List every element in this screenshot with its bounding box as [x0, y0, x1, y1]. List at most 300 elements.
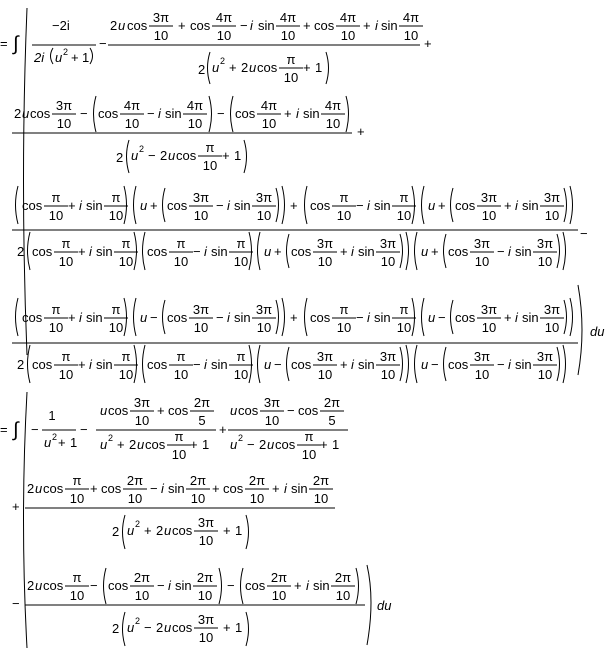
denominator-ten: 10 [249, 491, 265, 506]
numerator-two-pi: 2π [133, 570, 151, 585]
left-paren [241, 568, 244, 604]
right-paren [209, 96, 212, 132]
numerator-pi: π [61, 349, 71, 364]
sym-plus: + [90, 481, 98, 496]
sym-plus: + [219, 422, 227, 437]
numerator-pi: π [236, 349, 246, 364]
sym-plus: + [157, 403, 165, 418]
sym-u-plus-1: u [55, 50, 63, 65]
sym-minus: − [90, 578, 98, 593]
sym-sin: sin [291, 481, 308, 496]
sym-minus: − [12, 596, 20, 611]
numerator-four-pi: 4π [215, 10, 233, 25]
sym-cos: cos [32, 357, 53, 372]
sym-sin: sin [522, 310, 539, 325]
sym-cos: cos [172, 523, 193, 538]
right-paren [90, 48, 93, 64]
denominator-ten: 10 [134, 413, 150, 428]
denominator-ten: 10 [124, 116, 140, 131]
sym-two: 2 [27, 481, 35, 496]
sym-i: i [161, 481, 164, 496]
sym-plus: + [150, 198, 158, 213]
numerator-three-pi: 3π [152, 10, 170, 25]
sym-plus: + [320, 437, 328, 452]
sym-u: u [428, 310, 436, 325]
sym-minus: − [580, 226, 588, 241]
right-paren [244, 140, 247, 173]
sym-minus: − [216, 310, 224, 325]
sym-minus: − [431, 357, 439, 372]
sym-cos: cos [235, 106, 256, 121]
sym-sin: sin [358, 357, 375, 372]
sym-minus: − [217, 106, 225, 121]
sym-cos: cos [238, 403, 259, 418]
sym-plus: + [274, 244, 282, 259]
sym-sin: sin [86, 310, 103, 325]
sym-sin: sin [86, 198, 103, 213]
numerator-pi: π [399, 302, 409, 317]
numerator-pi: π [176, 236, 186, 251]
sym-cos: cos [314, 18, 335, 33]
sym-plus: + [78, 244, 86, 259]
right-paren [406, 232, 409, 270]
numerator-two-pi: 2π [126, 473, 144, 488]
sym-plus: + [340, 357, 348, 372]
right-paren [124, 186, 127, 224]
numerator-three-pi: 3π [192, 190, 210, 205]
sym-sin: sin [211, 244, 228, 259]
sym-two: 2 [17, 244, 25, 259]
sym-i: i [367, 198, 370, 213]
sym-minus: − [150, 481, 158, 496]
sym-cos: cos [127, 18, 148, 33]
right-paren [557, 347, 560, 381]
sym-two: 2 [27, 578, 35, 593]
sym-plus: + [438, 198, 446, 213]
numerator-pi: π [339, 190, 349, 205]
sym-i: i [515, 198, 518, 213]
right-paren [400, 234, 403, 268]
sym-one: 1 [315, 60, 323, 75]
sym-u: u [140, 310, 148, 325]
sym-plus: + [363, 18, 371, 33]
sym-cos: cos [22, 198, 43, 213]
sym-plus: + [272, 481, 280, 496]
right-paren [564, 188, 567, 222]
sym-sin: sin [374, 198, 391, 213]
sym-minus: − [497, 244, 505, 259]
sym-u: u [118, 18, 126, 33]
sym-cos: cos [30, 106, 51, 121]
left-paren [305, 186, 308, 224]
sym-u: u [168, 148, 176, 163]
denominator-ten: 10 [313, 491, 329, 506]
denominator-ten: 10 [171, 447, 187, 462]
right-paren [406, 345, 409, 383]
sym-cos: cos [167, 198, 188, 213]
right-paren [346, 96, 349, 132]
sym-i: i [227, 310, 230, 325]
sym-i: i [89, 244, 92, 259]
sym-sin: sin [358, 244, 375, 259]
denominator-ten: 10 [301, 447, 317, 462]
numerator-pi: π [72, 570, 82, 585]
denominator-ten: 10 [187, 116, 203, 131]
sym-two: 2 [17, 357, 25, 372]
sym-two: 2 [112, 621, 120, 636]
sym-minus: − [144, 620, 152, 635]
sym-two: 2 [129, 437, 137, 452]
left-paren [127, 140, 130, 173]
denominator-ten: 10 [481, 320, 497, 335]
right-paren [134, 232, 137, 270]
denominator-ten: 10 [69, 491, 85, 506]
sym-sq: 2 [108, 433, 114, 443]
numerator-three-pi: 3π [197, 612, 215, 627]
sym-cos: cos [310, 198, 331, 213]
sym-u: u [264, 357, 272, 372]
numerator-two-pi: 2π [248, 473, 266, 488]
sym-u: u [127, 523, 135, 538]
sym-minus: − [31, 422, 39, 437]
left-paren [51, 48, 54, 64]
numerator-four-pi: 4π [260, 98, 278, 113]
left-paren [163, 188, 166, 222]
sym-minus: − [150, 310, 158, 325]
sym-cos: cos [310, 310, 331, 325]
denominator-ten: 10 [474, 367, 490, 382]
left-paren [451, 188, 454, 222]
denominator-ten: 10 [48, 320, 64, 335]
left-paren [258, 345, 261, 383]
differential-du-1: du [590, 324, 605, 339]
denominator-ten: 10 [58, 367, 74, 382]
equation-root [0, 8, 604, 648]
numerator-pi: π [286, 52, 296, 67]
sym-i: i [227, 198, 230, 213]
numerator-three-pi: 3π [55, 98, 73, 113]
sym-cos: cos [190, 18, 211, 33]
left-paren [444, 347, 447, 381]
right-paren [564, 300, 567, 334]
denominator-ten: 10 [173, 367, 189, 382]
numerator-three-pi: 3π [473, 349, 491, 364]
sym-i: i [306, 578, 309, 593]
sym-cos: cos [257, 60, 278, 75]
sym-sq: 2 [238, 433, 244, 443]
denominator-ten: 10 [396, 208, 412, 223]
numerator-three-pi: 3π [192, 302, 210, 317]
sym-sin: sin [96, 244, 113, 259]
sym-u: u [100, 403, 108, 418]
denominator-ten: 10 [340, 28, 356, 43]
left-paren [422, 298, 425, 336]
denominator-ten: 10 [58, 254, 74, 269]
sym-plus: + [504, 198, 512, 213]
sym-i: i [79, 198, 82, 213]
sym-sq: 2 [220, 56, 226, 66]
sym-plus: + [58, 435, 66, 450]
left-paren [134, 186, 137, 224]
denominator-ten: 10 [233, 367, 249, 382]
sym-u: u [164, 620, 172, 635]
sym-cos: cos [108, 578, 129, 593]
denominator-ten: 10 [108, 320, 124, 335]
sym-sq: 2 [52, 432, 58, 442]
numerator-pi: π [205, 140, 215, 155]
sym-sin: sin [522, 198, 539, 213]
big-left-paren-1 [24, 8, 28, 355]
sym-plus: + [68, 198, 76, 213]
numerator-three-pi: 3π [379, 236, 397, 251]
sym-cos: cos [108, 403, 129, 418]
numerator-two-pi: 2π [270, 570, 288, 585]
sym-sin: sin [515, 244, 532, 259]
numerator-three-pi: 3π [263, 395, 281, 410]
sym-i: i [89, 357, 92, 372]
numerator-pi: π [304, 429, 314, 444]
sym-sin: sin [234, 198, 251, 213]
numerator-four-pi: 4π [339, 10, 357, 25]
sym-two: 2 [160, 148, 168, 163]
denominator-ten: 10 [396, 320, 412, 335]
denominator-ten: 10 [261, 116, 277, 131]
denominator-ten: 10 [134, 588, 150, 603]
sym-i: i [375, 18, 378, 33]
sym-one: 1 [235, 620, 243, 635]
sym-sin: sin [96, 357, 113, 372]
sym-i: i [204, 244, 207, 259]
left-paren [444, 234, 447, 268]
big-right-paren-2 [367, 565, 371, 645]
denominator-ten: 10 [193, 320, 209, 335]
left-paren [305, 298, 308, 336]
sym-u: u [212, 60, 220, 75]
sym-two: 2 [241, 60, 249, 75]
numerator-pi: π [72, 473, 82, 488]
left-paren [208, 52, 211, 84]
sym-cos: cos [32, 244, 53, 259]
sym-u: u [100, 437, 108, 452]
sym-cos: cos [167, 310, 188, 325]
big-left-paren-2 [24, 392, 28, 648]
left-paren [415, 232, 418, 270]
numerator-three-pi: 3π [480, 302, 498, 317]
denominator-ten: 10 [280, 28, 296, 43]
sym-sin: sin [234, 310, 251, 325]
sym-cos: cos [455, 198, 476, 213]
sym-minus: − [356, 198, 364, 213]
sym-i: i [508, 244, 511, 259]
sym-i: i [515, 310, 518, 325]
sym-i: i [296, 106, 299, 121]
numerator-three-pi: 3π [316, 349, 334, 364]
right-paren [570, 186, 573, 224]
sym-plus: + [504, 310, 512, 325]
denominator-ten: 10 [336, 320, 352, 335]
sym-u: u [267, 437, 275, 452]
right-paren [246, 515, 249, 549]
sym-sq: 2 [63, 47, 69, 57]
right-paren [282, 298, 285, 336]
sym-minus: − [356, 310, 364, 325]
right-paren [246, 612, 249, 646]
big-right-paren-1 [578, 285, 582, 375]
numerator-three-pi: 3π [473, 236, 491, 251]
right-paren [249, 232, 252, 270]
right-paren [570, 298, 573, 336]
denominator-five: 5 [328, 413, 336, 428]
denominator-ten: 10 [108, 208, 124, 223]
left-paren [104, 568, 107, 604]
denominator-ten: 10 [264, 413, 280, 428]
sym-cos: cos [98, 106, 119, 121]
numerator-two-pi: 2π [193, 395, 211, 410]
numerator-four-pi: 4π [324, 98, 342, 113]
sym-i: i [204, 357, 207, 372]
denominator-ten: 10 [380, 367, 396, 382]
sym-plus: + [290, 198, 298, 213]
sym-cos: cos [147, 357, 168, 372]
numerator-three-pi: 3π [379, 349, 397, 364]
numerator-four-pi: 4π [279, 10, 297, 25]
sym-sq: 2 [135, 616, 141, 626]
right-paren [124, 298, 127, 336]
sym-cos: cos [455, 310, 476, 325]
sym-sin: sin [211, 357, 228, 372]
sym-plus: + [68, 310, 76, 325]
sym-plus: + [71, 50, 79, 65]
sym-one: 1 [202, 437, 210, 452]
sym-minus: − [227, 578, 235, 593]
denominator-ten: 10 [118, 254, 134, 269]
sym-minus: − [80, 422, 88, 437]
sym-cos: cos [448, 244, 469, 259]
numerator-three-pi: 3π [480, 190, 498, 205]
numerator-pi: π [51, 190, 61, 205]
sym-plus: + [190, 437, 198, 452]
sym-sin: sin [175, 578, 192, 593]
sym-one: 1 [82, 50, 90, 65]
denominator-ten: 10 [335, 588, 351, 603]
right-paren [400, 347, 403, 381]
sym-plus: + [223, 620, 231, 635]
denominator-ten: 10 [537, 367, 553, 382]
sym-u: u [164, 523, 172, 538]
numerator-pi: π [111, 302, 121, 317]
sym-cos: cos [43, 578, 64, 593]
numerator-three-pi: 3π [536, 236, 554, 251]
equals-sign-1: = [0, 36, 8, 51]
sym-minus: − [438, 310, 446, 325]
sym-plus: + [78, 357, 86, 372]
sym-i: i [158, 106, 161, 121]
sym-plus: + [12, 499, 20, 514]
sym-plus: + [290, 310, 298, 325]
denominator-ten: 10 [380, 254, 396, 269]
sym-sin: sin [168, 481, 185, 496]
sym-two: 2 [156, 620, 164, 635]
sym-plus: + [212, 481, 220, 496]
denominator-ten: 10 [202, 158, 218, 173]
sym-one: 1 [70, 435, 78, 450]
sym-u: u [230, 403, 238, 418]
sym-minus: − [193, 357, 201, 372]
left-paren [231, 96, 234, 132]
sym-u: u [140, 198, 148, 213]
sym-u: u [131, 148, 139, 163]
right-paren [219, 568, 222, 604]
sym-i: i [79, 310, 82, 325]
sym-minus: − [247, 437, 255, 452]
sym-cos: cos [43, 481, 64, 496]
sym-minus: − [99, 36, 107, 51]
denominator-ten: 10 [127, 491, 143, 506]
integral-sign-1: ∫ [13, 33, 19, 55]
sym-two: 2 [112, 524, 120, 539]
sym-minus: − [157, 578, 165, 593]
left-paren [451, 300, 454, 334]
denominator-ten: 10 [317, 254, 333, 269]
sym-u: u [35, 578, 43, 593]
sym-minus: − [287, 403, 295, 418]
left-paren [287, 347, 290, 381]
left-paren [16, 186, 19, 224]
sym-u: u [44, 435, 52, 450]
sym-cos: cos [291, 357, 312, 372]
left-paren [94, 96, 97, 132]
sym-u: u [230, 437, 238, 452]
equals-sign-2: = [0, 422, 8, 437]
denominator-ten: 10 [271, 588, 287, 603]
numerator-four-pi: 4π [402, 10, 420, 25]
denominator-ten: 10 [403, 28, 419, 43]
numerator-three-pi: 3π [536, 349, 554, 364]
left-paren [123, 515, 126, 549]
numerator-pi: π [121, 236, 131, 251]
sym-i: i [168, 578, 171, 593]
denominator-ten: 10 [481, 208, 497, 223]
right-paren [356, 568, 359, 604]
sym-u: u [421, 357, 429, 372]
sym-one: 1 [332, 437, 340, 452]
sym-u: u [137, 437, 145, 452]
left-paren [143, 345, 146, 383]
right-paren [563, 232, 566, 270]
denominator-ten: 10 [173, 254, 189, 269]
sym-cos: cos [298, 403, 319, 418]
sym-one: 1 [234, 148, 242, 163]
sym-plus: + [144, 523, 152, 538]
sym-two: 2 [14, 106, 22, 121]
sym-u: u [264, 244, 272, 259]
sym-minus: − [240, 18, 248, 33]
sym-cos: cos [223, 481, 244, 496]
numerator-pi: π [399, 190, 409, 205]
sym-two: 2 [156, 523, 164, 538]
sym-sin: sin [303, 106, 320, 121]
sym-plus: + [117, 437, 125, 452]
numerator-three-pi: 3π [197, 515, 215, 530]
denominator-ten: 10 [544, 320, 560, 335]
sym-minus: − [274, 357, 282, 372]
denominator-ten: 10 [233, 254, 249, 269]
sym-minus: − [497, 357, 505, 372]
left-paren [287, 234, 290, 268]
numerator-three-pi: 3π [255, 302, 273, 317]
differential-du-2: du [377, 598, 392, 613]
sym-plus: + [223, 523, 231, 538]
